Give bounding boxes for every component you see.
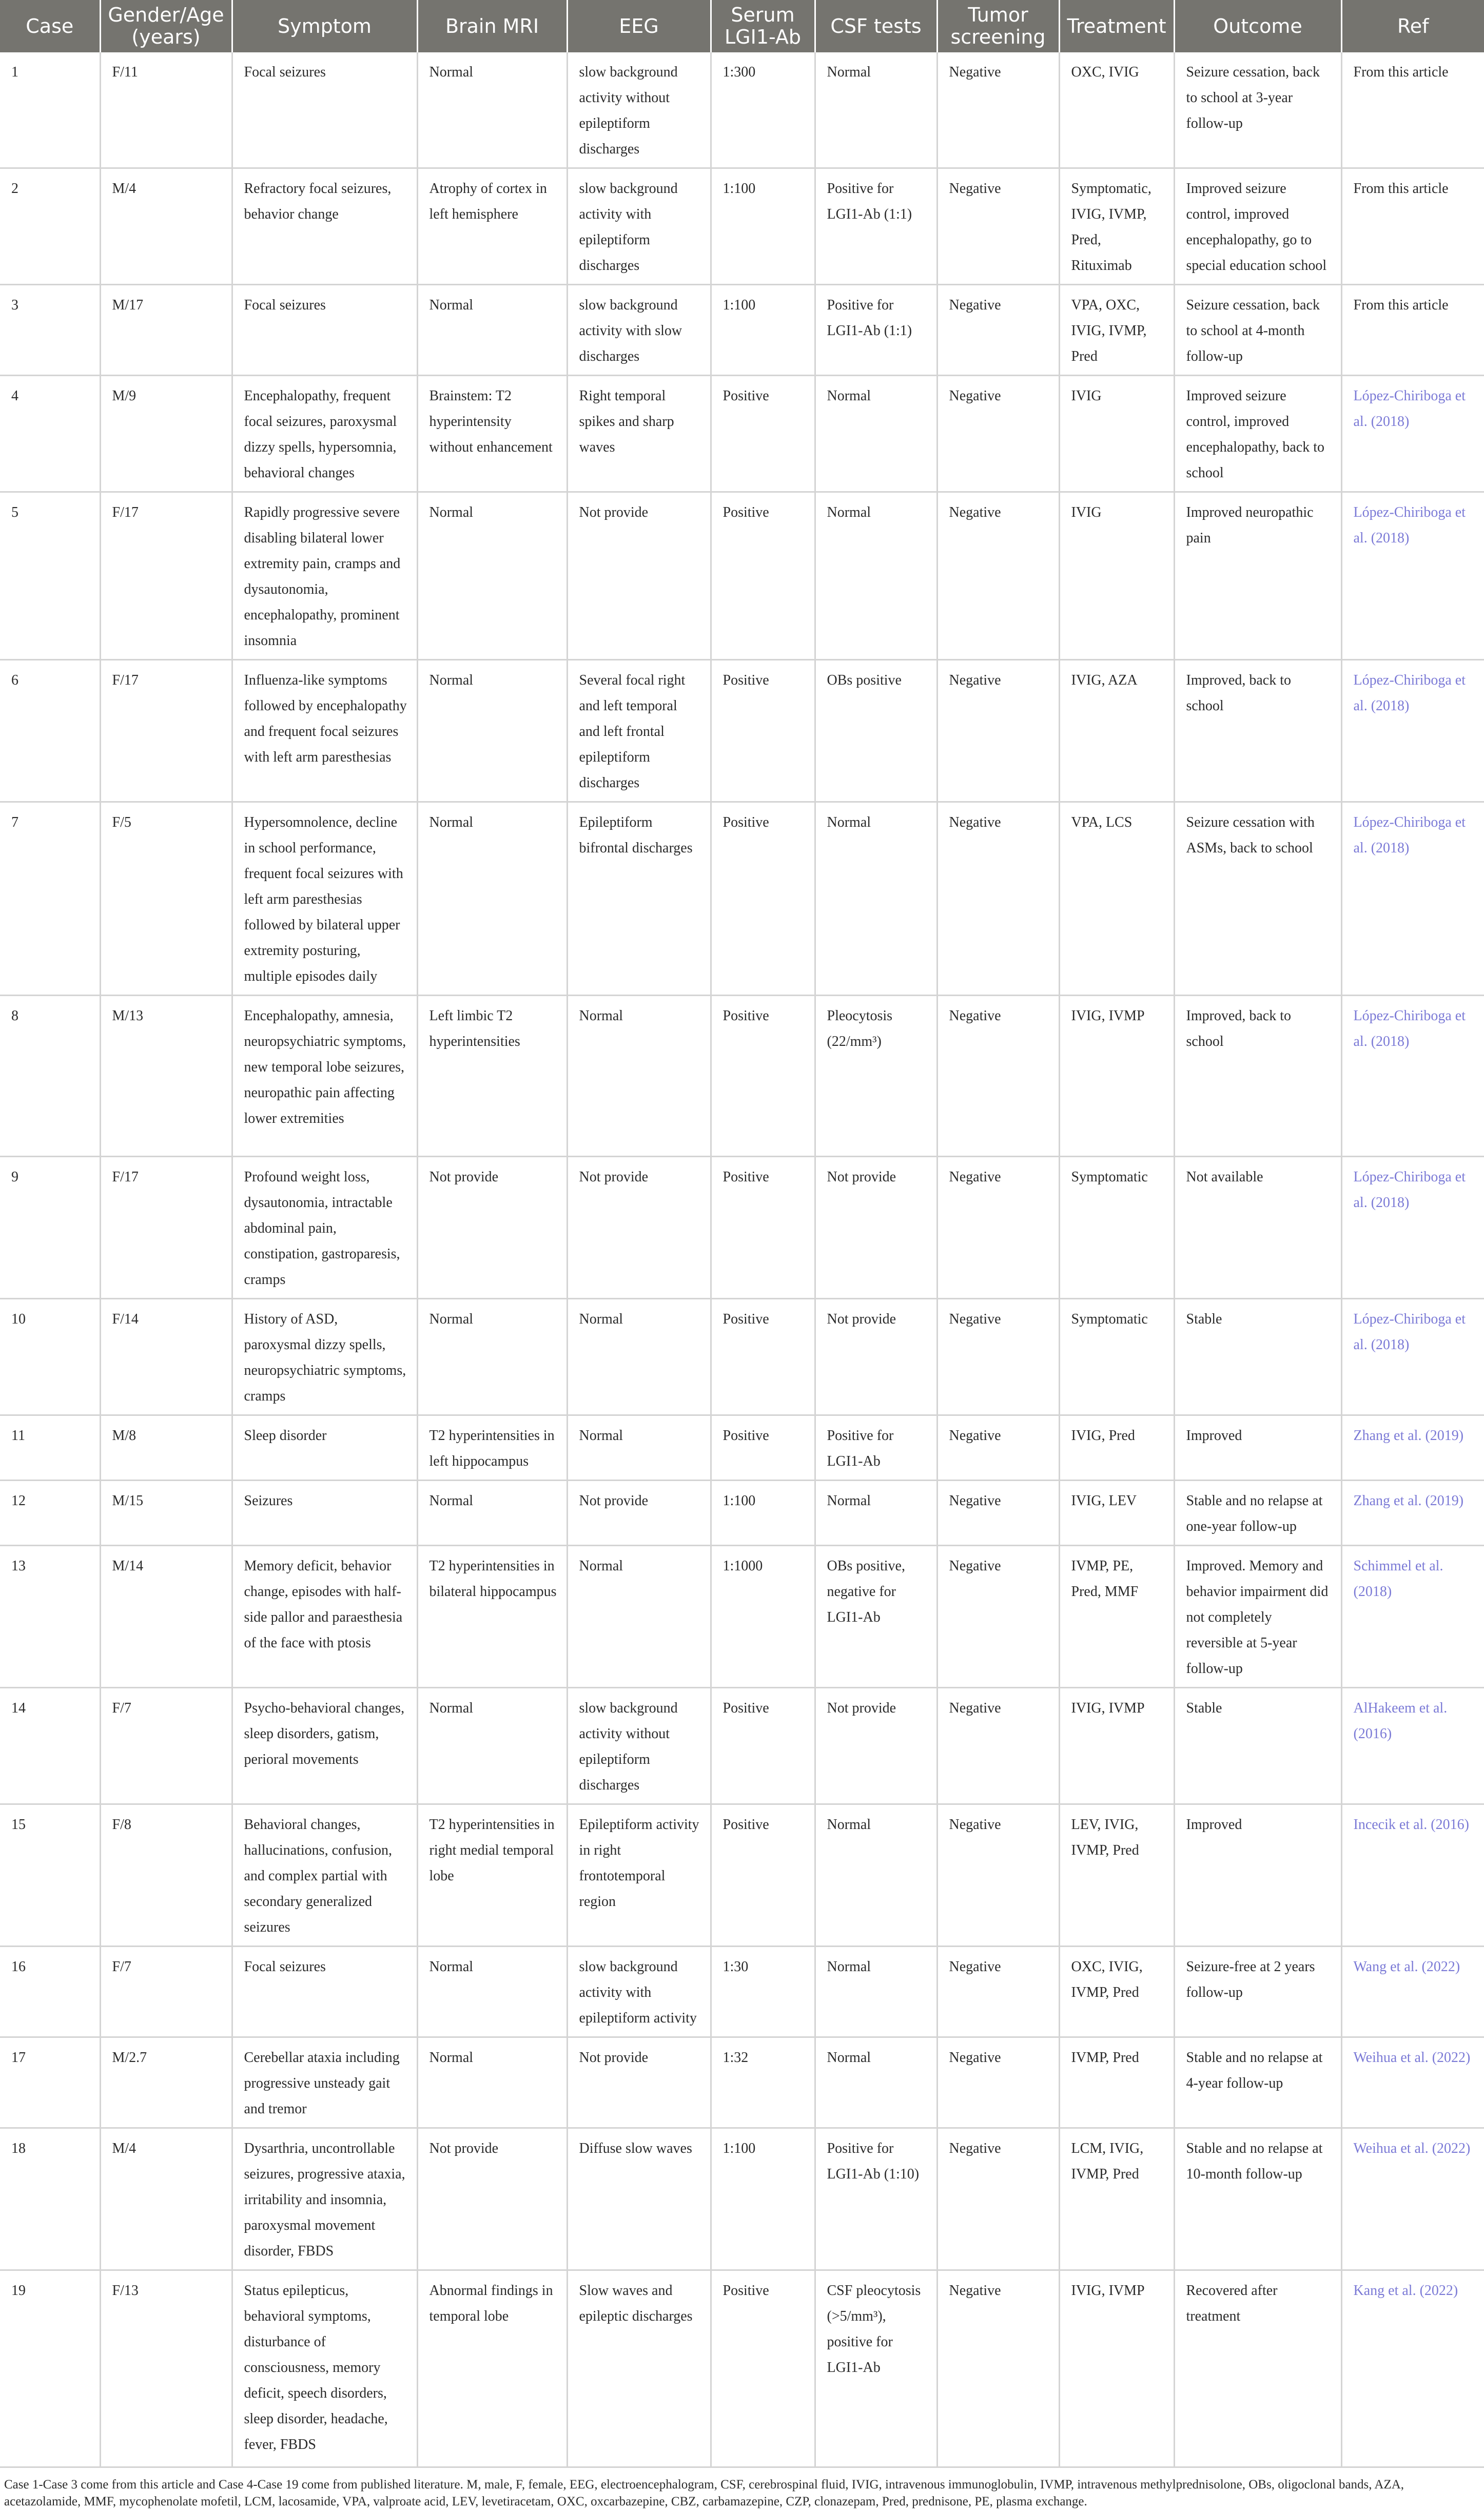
table-cell: OBs positive, negative for LGI1-Ab: [815, 1546, 937, 1688]
column-header: Treatment: [1059, 0, 1174, 52]
table-cell: Seizure-free at 2 years follow-up: [1174, 1947, 1341, 2037]
table-cell: Negative: [937, 1481, 1059, 1546]
table-cell: Negative: [937, 1688, 1059, 1804]
table-cell: Negative: [937, 2128, 1059, 2270]
table-cell: M/4: [100, 2128, 232, 2270]
column-header: Tumor screening: [937, 0, 1059, 52]
table-cell: M/2.7: [100, 2037, 232, 2128]
table-cell: F/14: [100, 1299, 232, 1415]
table-cell: Positive for LGI1-Ab: [815, 1415, 937, 1481]
table-footnote: Case 1-Case 3 come from this article and Case 4-Case 19 come from published literature. M, male, F, female, EEG, electroencephalogram, CSF, cerebrospinal fluid, IVIG, intravenous immunoglobulin, IVMP, intravenous methylprednisolone, OBs, oligoclonal bands, AZA, acetazolamide, MMF, mycophenolate mofetil, LCM, lacosamide, VPA, valproate acid, LEV, levetiracetam, OXC, oxcarbazepine, CBZ, carbamazepine, CZP, clonazepam, Pred, prednisone, PE, plasma exchange.: [4, 2478, 1404, 2508]
table-row: [0, 376, 1484, 492]
table-cell: Diffuse slow waves: [567, 2128, 711, 2270]
table-cell: T2 hyperintensities in left hippocampus: [417, 1415, 567, 1481]
table-row: [0, 1299, 1484, 1415]
table-cell: Negative: [937, 996, 1059, 1157]
table-cell: Positive: [711, 376, 815, 492]
table-cell: Influenza-like symptoms followed by encephalopathy and frequent focal seizures with left arm paresthesias: [232, 660, 417, 802]
table-cell: 1:100: [711, 1481, 815, 1546]
table-cell: Encephalopathy, amnesia, neuropsychiatric symptoms, new temporal lobe seizures, neuropathic pain affecting lower extremities: [232, 996, 417, 1157]
table-cell: Positive: [711, 1688, 815, 1804]
table-cell: F/5: [100, 802, 232, 996]
table-cell: Positive for LGI1-Ab (1:1): [815, 285, 937, 376]
table-cell: History of ASD, paroxysmal dizzy spells, neuropsychiatric symptoms, cramps: [232, 1299, 417, 1415]
table-cell: M/17: [100, 285, 232, 376]
table-cell: M/9: [100, 376, 232, 492]
table-cell: Seizure cessation with ASMs, back to school: [1174, 802, 1341, 996]
table-cell: Negative: [937, 1546, 1059, 1688]
table-cell: Positive: [711, 492, 815, 660]
table-cell: Positive for LGI1-Ab (1:1): [815, 168, 937, 285]
table-cell: Normal: [567, 1415, 711, 1481]
table-cell: IVIG, Pred: [1059, 1415, 1174, 1481]
table-cell: IVIG: [1059, 492, 1174, 660]
table-row: [0, 2037, 1484, 2128]
table-cell: Stable: [1174, 1688, 1341, 1804]
table-cell: Improved: [1174, 1415, 1341, 1481]
column-header: Brain MRI: [417, 0, 567, 52]
table-row: [0, 1947, 1484, 2037]
table-cell: M/15: [100, 1481, 232, 1546]
table-cell: Negative: [937, 492, 1059, 660]
table-row: [0, 285, 1484, 376]
table-cell: IVMP, Pred: [1059, 2037, 1174, 2128]
reference-cell[interactable]: Incecik et al. (2016): [1341, 1804, 1484, 1947]
table-cell: 14: [0, 1688, 100, 1804]
table-cell: CSF pleocytosis (>5/mm³), positive for LGI1-Ab: [815, 2270, 937, 2467]
reference-cell[interactable]: AlHakeem et al. (2016): [1341, 1688, 1484, 1804]
reference-cell[interactable]: López-Chiriboga et al. (2018): [1341, 492, 1484, 660]
table-cell: 1:32: [711, 2037, 815, 2128]
reference-cell[interactable]: López-Chiriboga et al. (2018): [1341, 376, 1484, 492]
table-cell: Symptomatic, IVIG, IVMP, Pred, Rituximab: [1059, 168, 1174, 285]
table-cell: Not provide: [567, 1481, 711, 1546]
table-row: [0, 1546, 1484, 1688]
table-row: [0, 492, 1484, 660]
table-cell: Normal: [567, 1546, 711, 1688]
table-cell: F/17: [100, 1157, 232, 1299]
table-cell: Negative: [937, 660, 1059, 802]
table-cell: F/17: [100, 660, 232, 802]
table-cell: Positive: [711, 1804, 815, 1947]
table-cell: M/14: [100, 1546, 232, 1688]
table-cell: Status epilepticus, behavioral symptoms, disturbance of consciousness, memory deficit, speech disorders, sleep disorder, headache, fever, FBDS: [232, 2270, 417, 2467]
table-row: [0, 1157, 1484, 1299]
table-cell: Normal: [567, 1299, 711, 1415]
table-cell: IVMP, PE, Pred, MMF: [1059, 1546, 1174, 1688]
table-cell: OBs positive: [815, 660, 937, 802]
table-cell: Stable and no relapse at 4-year follow-up: [1174, 2037, 1341, 2128]
table-cell: Improved, back to school: [1174, 660, 1341, 802]
table-cell: 17: [0, 2037, 100, 2128]
table-cell: Symptomatic: [1059, 1157, 1174, 1299]
table-cell: Improved neuropathic pain: [1174, 492, 1341, 660]
table-cell: F/8: [100, 1804, 232, 1947]
table-cell: Improved: [1174, 1804, 1341, 1947]
table-cell: Normal: [815, 492, 937, 660]
table-row: [0, 1415, 1484, 1481]
table-cell: Behavioral changes, hallucinations, confusion, and complex partial with secondary generalized seizures: [232, 1804, 417, 1947]
table-cell: Normal: [815, 1804, 937, 1947]
table-cell: F/11: [100, 52, 232, 168]
table-cell: OXC, IVIG, IVMP, Pred: [1059, 1947, 1174, 2037]
table-cell: Normal: [417, 1481, 567, 1546]
table-cell: Hypersomnolence, decline in school performance, frequent focal seizures with left arm paresthesias followed by bilateral upper extremity posturing, multiple episodes daily: [232, 802, 417, 996]
table-cell: M/4: [100, 168, 232, 285]
table-row: [0, 996, 1484, 1157]
table-cell: Not provide: [567, 2037, 711, 2128]
reference-cell: From this article: [1341, 52, 1484, 168]
table-cell: Several focal right and left temporal and left frontal epileptiform discharges: [567, 660, 711, 802]
table-cell: Negative: [937, 1415, 1059, 1481]
table-row: [0, 660, 1484, 802]
table-cell: Normal: [815, 802, 937, 996]
table-cell: Normal: [417, 660, 567, 802]
reference-cell[interactable]: López-Chiriboga et al. (2018): [1341, 1157, 1484, 1299]
table-cell: Negative: [937, 52, 1059, 168]
table-cell: 5: [0, 492, 100, 660]
table-cell: 1:100: [711, 285, 815, 376]
column-header: CSF tests: [815, 0, 937, 52]
table-cell: 3: [0, 285, 100, 376]
reference-cell[interactable]: Zhang et al. (2019): [1341, 1481, 1484, 1546]
reference-cell[interactable]: López-Chiriboga et al. (2018): [1341, 660, 1484, 802]
column-header: Serum LGI1-Ab: [711, 0, 815, 52]
table-cell: Negative: [937, 376, 1059, 492]
table-cell: slow background activity with epileptiform activity: [567, 1947, 711, 2037]
table-cell: IVIG, AZA: [1059, 660, 1174, 802]
table-cell: 18: [0, 2128, 100, 2270]
reference-cell: From this article: [1341, 285, 1484, 376]
table-cell: Sleep disorder: [232, 1415, 417, 1481]
table-cell: Normal: [815, 52, 937, 168]
table-cell: Normal: [417, 1299, 567, 1415]
table-cell: IVIG, IVMP: [1059, 2270, 1174, 2467]
table-cell: Abnormal findings in temporal lobe: [417, 2270, 567, 2467]
table-row: [0, 2128, 1484, 2270]
table-cell: 1:1000: [711, 1546, 815, 1688]
table-cell: VPA, LCS: [1059, 802, 1174, 996]
table-cell: 16: [0, 1947, 100, 2037]
table-cell: Focal seizures: [232, 52, 417, 168]
table-cell: 11: [0, 1415, 100, 1481]
table-cell: F/17: [100, 492, 232, 660]
table-cell: Right temporal spikes and sharp waves: [567, 376, 711, 492]
table-cell: Stable: [1174, 1299, 1341, 1415]
table-cell: T2 hyperintensities in bilateral hippocampus: [417, 1546, 567, 1688]
reference-cell[interactable]: López-Chiriboga et al. (2018): [1341, 802, 1484, 996]
table-cell: slow background activity with epileptiform discharges: [567, 168, 711, 285]
table-cell: Focal seizures: [232, 285, 417, 376]
table-cell: 13: [0, 1546, 100, 1688]
table-cell: T2 hyperintensities in right medial temporal lobe: [417, 1804, 567, 1947]
reference-cell[interactable]: Wang et al. (2022): [1341, 1947, 1484, 2037]
column-header: Gender/Age (years): [100, 0, 232, 52]
table-cell: Stable and no relapse at one-year follow-up: [1174, 1481, 1341, 1546]
table-cell: Not provide: [815, 1157, 937, 1299]
table-cell: Epileptiform activity in right frontotemporal region: [567, 1804, 711, 1947]
table-cell: Positive: [711, 802, 815, 996]
table-cell: 1: [0, 52, 100, 168]
table-cell: Improved, back to school: [1174, 996, 1341, 1157]
table-row: [0, 1481, 1484, 1546]
table-cell: Seizure cessation, back to school at 4-month follow-up: [1174, 285, 1341, 376]
table-cell: slow background activity without epileptiform discharges: [567, 1688, 711, 1804]
table-cell: Normal: [417, 285, 567, 376]
table-cell: Seizures: [232, 1481, 417, 1546]
table-cell: Epileptiform bifrontal discharges: [567, 802, 711, 996]
table-cell: Normal: [417, 2037, 567, 2128]
table-cell: Psycho-behavioral changes, sleep disorders, gatism, perioral movements: [232, 1688, 417, 1804]
table-row: [0, 52, 1484, 168]
table-cell: Not provide: [567, 492, 711, 660]
table-cell: Normal: [815, 1947, 937, 2037]
table-cell: VPA, OXC, IVIG, IVMP, Pred: [1059, 285, 1174, 376]
table-cell: Negative: [937, 2270, 1059, 2467]
table-cell: Left limbic T2 hyperintensities: [417, 996, 567, 1157]
table-cell: LCM, IVIG, IVMP, Pred: [1059, 2128, 1174, 2270]
table-cell: Positive: [711, 1415, 815, 1481]
column-header: Ref: [1341, 0, 1484, 52]
table-cell: 1:100: [711, 168, 815, 285]
table-cell: Normal: [417, 52, 567, 168]
table-cell: Slow waves and epileptic discharges: [567, 2270, 711, 2467]
table-cell: 2: [0, 168, 100, 285]
table-cell: F/7: [100, 1688, 232, 1804]
table-body: [0, 52, 1484, 2467]
column-header: Symptom: [232, 0, 417, 52]
table-cell: 4: [0, 376, 100, 492]
table-cell: Negative: [937, 168, 1059, 285]
table-cell: LEV, IVIG, IVMP, Pred: [1059, 1804, 1174, 1947]
table-cell: Cerebellar ataxia including progressive unsteady gait and tremor: [232, 2037, 417, 2128]
table-cell: F/13: [100, 2270, 232, 2467]
table-cell: Not provide: [417, 2128, 567, 2270]
table-cell: Recovered after treatment: [1174, 2270, 1341, 2467]
table-cell: Brainstem: T2 hyperintensity without enhancement: [417, 376, 567, 492]
table-row: [0, 802, 1484, 996]
table-cell: IVIG: [1059, 376, 1174, 492]
table-cell: 6: [0, 660, 100, 802]
table-cell: Normal: [815, 376, 937, 492]
table-cell: IVIG, IVMP: [1059, 996, 1174, 1157]
column-header: Outcome: [1174, 0, 1341, 52]
table-row: [0, 2270, 1484, 2467]
table-cell: slow background activity without epileptiform discharges: [567, 52, 711, 168]
table-cell: F/7: [100, 1947, 232, 2037]
column-header: Case: [0, 0, 100, 52]
table-cell: M/13: [100, 996, 232, 1157]
table-cell: 10: [0, 1299, 100, 1415]
table-cell: Stable and no relapse at 10-month follow-up: [1174, 2128, 1341, 2270]
table-cell: OXC, IVIG: [1059, 52, 1174, 168]
table-cell: Dysarthria, uncontrollable seizures, progressive ataxia, irritability and insomnia, paroxysmal movement disorder, FBDS: [232, 2128, 417, 2270]
table-cell: Negative: [937, 1947, 1059, 2037]
table-cell: Normal: [567, 996, 711, 1157]
table-cell: IVIG, LEV: [1059, 1481, 1174, 1546]
table-cell: Positive: [711, 996, 815, 1157]
reference-cell: From this article: [1341, 168, 1484, 285]
table-cell: Normal: [417, 802, 567, 996]
table-cell: Encephalopathy, frequent focal seizures, paroxysmal dizzy spells, hypersomnia, behavioral changes: [232, 376, 417, 492]
table-cell: Not provide: [815, 1688, 937, 1804]
reference-cell[interactable]: Weihua et al. (2022): [1341, 2128, 1484, 2270]
table-cell: Positive: [711, 660, 815, 802]
table-cell: 15: [0, 1804, 100, 1947]
table-cell: Improved seizure control, improved encephalopathy, go to special education school: [1174, 168, 1341, 285]
table-cell: Symptomatic: [1059, 1299, 1174, 1415]
table-cell: Profound weight loss, dysautonomia, intractable abdominal pain, constipation, gastroparesis, cramps: [232, 1157, 417, 1299]
table-cell: Pleocytosis (22/mm³): [815, 996, 937, 1157]
table-cell: Positive for LGI1-Ab (1:10): [815, 2128, 937, 2270]
table-cell: Atrophy of cortex in left hemisphere: [417, 168, 567, 285]
table-cell: Negative: [937, 2037, 1059, 2128]
table-cell: Not available: [1174, 1157, 1341, 1299]
table-cell: M/8: [100, 1415, 232, 1481]
table-cell: 1:100: [711, 2128, 815, 2270]
table-row: [0, 168, 1484, 285]
reference-cell[interactable]: López-Chiriboga et al. (2018): [1341, 1299, 1484, 1415]
table-cell: Improved. Memory and behavior impairment did not completely reversible at 5-year follow-up: [1174, 1546, 1341, 1688]
table-row: [0, 1688, 1484, 1804]
table-cell: Seizure cessation, back to school at 3-year follow-up: [1174, 52, 1341, 168]
reference-cell[interactable]: Kang et al. (2022): [1341, 2270, 1484, 2467]
table-cell: Normal: [417, 1688, 567, 1804]
table-cell: Rapidly progressive severe disabling bilateral lower extremity pain, cramps and dysautonomia, encephalopathy, prominent insomnia: [232, 492, 417, 660]
table-cell: Normal: [815, 1481, 937, 1546]
table-cell: Positive: [711, 1157, 815, 1299]
column-header: EEG: [567, 0, 711, 52]
table-cell: 19: [0, 2270, 100, 2467]
table-cell: slow background activity with slow discharges: [567, 285, 711, 376]
table-row: [0, 1804, 1484, 1947]
table-cell: 1:300: [711, 52, 815, 168]
reference-cell[interactable]: López-Chiriboga et al. (2018): [1341, 996, 1484, 1157]
reference-cell[interactable]: Weihua et al. (2022): [1341, 2037, 1484, 2128]
table-header-row: [0, 0, 1484, 52]
table-cell: Negative: [937, 1804, 1059, 1947]
table-cell: Memory deficit, behavior change, episodes with half-side pallor and paraesthesia of the face with ptosis: [232, 1546, 417, 1688]
table-cell: 9: [0, 1157, 100, 1299]
table-cell: Improved seizure control, improved encephalopathy, back to school: [1174, 376, 1341, 492]
table-cell: Normal: [417, 492, 567, 660]
table-cell: Negative: [937, 1299, 1059, 1415]
table-cell: Not provide: [567, 1157, 711, 1299]
table-cell: 7: [0, 802, 100, 996]
table-cell: 1:30: [711, 1947, 815, 2037]
table-cell: Negative: [937, 1157, 1059, 1299]
table-cell: Not provide: [815, 1299, 937, 1415]
table-cell: IVIG, IVMP: [1059, 1688, 1174, 1804]
table-cell: 8: [0, 996, 100, 1157]
table-cell: Normal: [417, 1947, 567, 2037]
table-cell: Positive: [711, 2270, 815, 2467]
table-cell: Negative: [937, 802, 1059, 996]
table-cell: 12: [0, 1481, 100, 1546]
table-cell: Not provide: [417, 1157, 567, 1299]
table-cell: Negative: [937, 285, 1059, 376]
table-cell: Refractory focal seizures, behavior change: [232, 168, 417, 285]
table-cell: Focal seizures: [232, 1947, 417, 2037]
reference-cell[interactable]: Zhang et al. (2019): [1341, 1415, 1484, 1481]
table-cell: Normal: [815, 2037, 937, 2128]
reference-cell[interactable]: Schimmel et al. (2018): [1341, 1546, 1484, 1688]
table-cell: Positive: [711, 1299, 815, 1415]
